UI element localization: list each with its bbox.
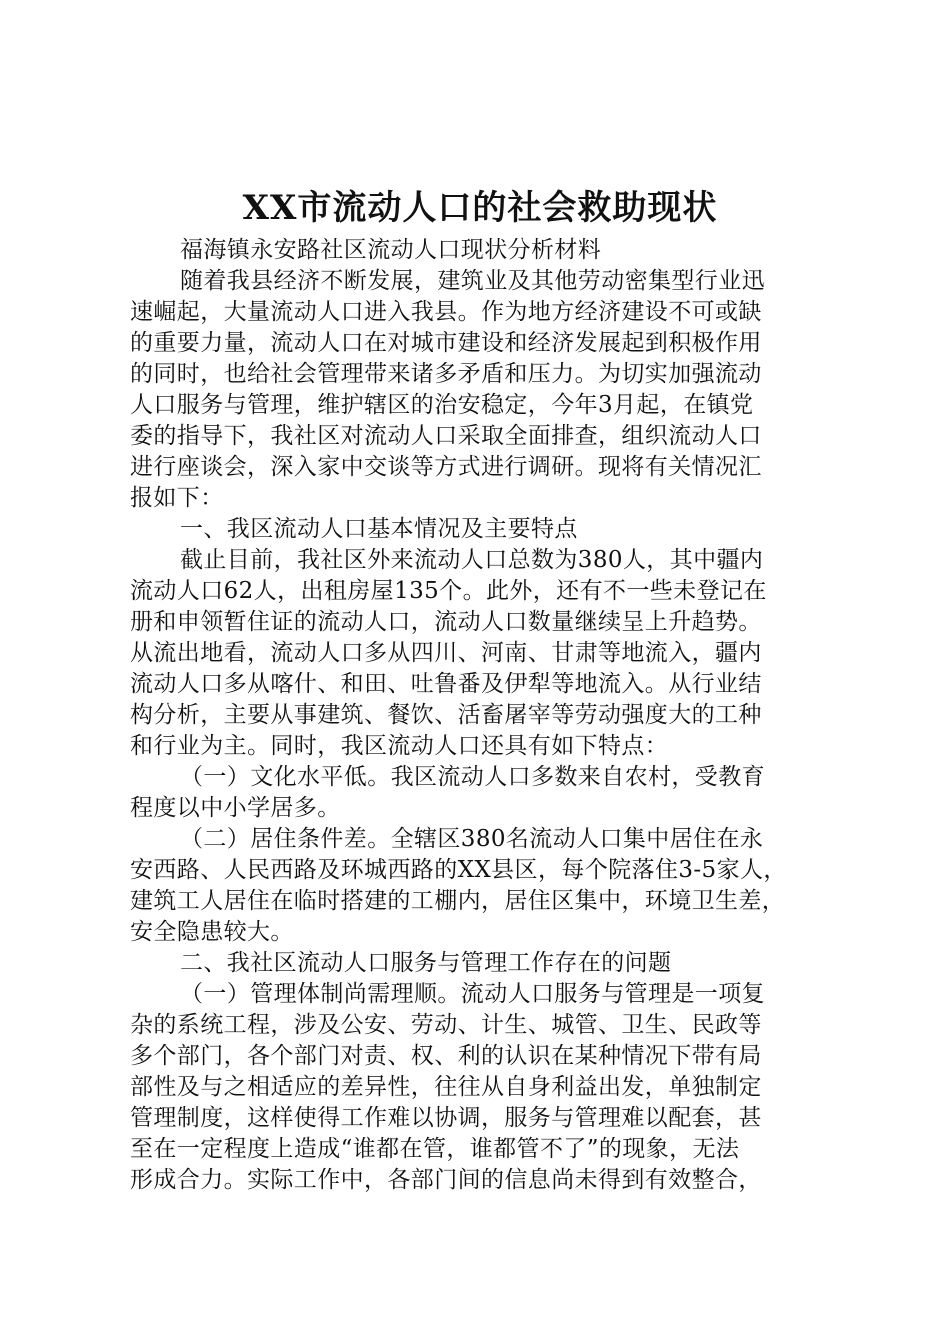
paragraph-line: 和行业为主。同时，我区流动人口还具有如下特点： [130,733,669,759]
paragraph-line: 人口服务与管理，维护辖区的治安稳定，今年3月起，在镇党 [130,392,754,418]
paragraph-line: 流动人口62人，出租房屋135个。此外，还有不一些未登记在 [130,578,767,604]
paragraph-start-line: 截止目前，我社区外来流动人口总数为380人，其中疆内 [180,547,764,573]
paragraph-line: 报如下： [130,485,224,511]
paragraph-line: 部性及与之相适应的差异性，往往从自身利益出发，单独制定 [130,1074,762,1100]
document-title: XX市流动人口的社会救助现状 [242,188,718,228]
paragraph-line: 进行座谈会，深入家中交谈等方式进行调研。现将有关情况汇 [130,454,762,480]
document-body [130,235,830,1196]
paragraph-line: 速崛起，大量流动人口进入我县。作为地方经济建设不可或缺 [130,299,762,325]
paragraph-start-line: （二）居住条件差。全辖区380名流动人口集中居住在永 [180,826,764,852]
paragraph-line: 安全隐患较大。 [130,919,294,945]
paragraph-line: 管理制度，这样使得工作难以协调，服务与管理难以配套，甚 [130,1105,762,1131]
paragraph-start-line: 福海镇永安路社区流动人口现状分析材料 [180,237,602,263]
paragraph-line: 的重要力量，流动人口在对城市建设和经济发展起到积极作用 [130,330,762,356]
paragraph-line: 多个部门，各个部门对责、权、利的认识在某种情况下带有局 [130,1043,762,1069]
paragraph-line: 的同时，也给社会管理带来诸多矛盾和压力。为切实加强流动 [130,361,762,387]
paragraph-line: 安西路、人民西路及环城西路的XX县区，每个院落住3-5家人， [130,857,787,883]
paragraph-line: 杂的系统工程，涉及公安、劳动、计生、城管、卫生、民政等 [130,1012,762,1038]
paragraph-line: 构分析，主要从事建筑、餐饮、活畜屠宰等劳动强度大的工种 [130,702,762,728]
paragraph-start-line: （一）管理体制尚需理顺。流动人口服务与管理是一项复 [180,981,765,1007]
paragraph-start-line: 随着我县经济不断发展，建筑业及其他劳动密集型行业迅 [180,268,765,294]
paragraph-line: 从流出地看，流动人口多从四川、河南、甘肃等地流入，疆内 [130,640,762,666]
paragraph-line: 程度以中小学居多。 [130,795,341,821]
paragraph-line: 册和申领暂住证的流动人口，流动人口数量继续呈上升趋势。 [130,609,762,635]
paragraph-line: 流动人口多从喀什、和田、吐鲁番及伊犁等地流入。从行业结 [130,671,762,697]
paragraph-start-line: 一、我区流动人口基本情况及主要特点 [180,516,578,542]
paragraph-start-line: （一）文化水平低。我区流动人口多数来自农村，受教育 [180,764,765,790]
paragraph-line: 形成合力。实际工作中，各部门间的信息尚未得到有效整合， [130,1167,762,1193]
paragraph-line: 建筑工人居住在临时搭建的工棚内，居住区集中，环境卫生差， [130,888,786,914]
document-page [130,183,830,1196]
paragraph-line: 委的指导下，我社区对流动人口采取全面排查，组织流动人口 [130,423,762,449]
paragraph-start-line: 二、我社区流动人口服务与管理工作存在的问题 [180,950,672,976]
paragraph-line: 至在一定程度上造成“谁都在管，谁都管不了”的现象，无法 [130,1136,740,1162]
